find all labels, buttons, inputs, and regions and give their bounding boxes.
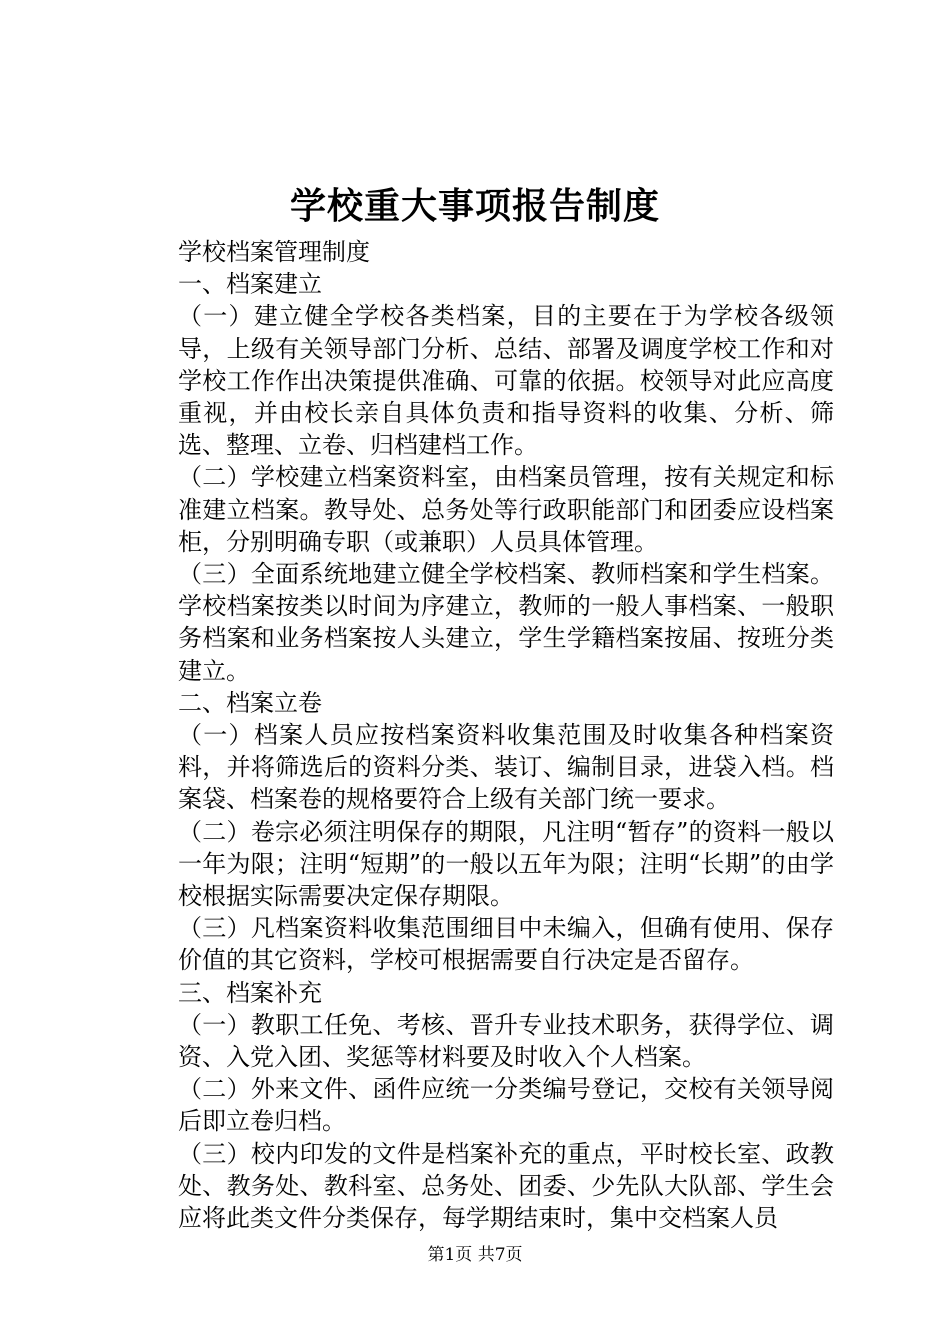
- document-title: 学校重大事项报告制度: [289, 185, 660, 227]
- section3-paragraph-1: （一）教职工任免、考核、晋升专业技术职务，获得学位、调资、入党入团、奖惩等材料要及时收入个人档案。: [178, 1010, 834, 1072]
- section1-paragraph-3: （三）全面系统地建立健全学校档案、教师档案和学生档案。学校档案按类以时间为序建立，教师的一般人事档案、一般职务档案和业务档案按人头建立，学生学籍档案按届、按班分类建立。: [178, 560, 834, 685]
- page-footer: 第1页 共7页: [427, 1245, 523, 1265]
- section1-paragraph-1: （一）建立健全学校各类档案，目的主要在于为学校各级领导，上级有关领导部门分析、总结、部署及调度学校工作和对学校工作作出决策提供准确、可靠的依据。校领导对此应高度重视，并由校长亲自具体负责和指导资料的收集、分析、筛选、整理、立卷、归档建档工作。: [178, 302, 834, 460]
- section3-paragraph-3: （三）校内印发的文件是档案补充的重点，平时校长室、政教处、教务处、教科室、总务处、团委、少先队大队部、学生会应将此类文件分类保存，每学期结束时，集中交档案人员: [178, 1139, 834, 1233]
- section-heading-1: 一、档案建立: [178, 270, 322, 299]
- section1-paragraph-2: （二）学校建立档案资料室，由档案员管理，按有关规定和标准建立档案。教导处、总务处等行政职能部门和团委应设档案柜，分别明确专职（或兼职）人员具体管理。: [178, 463, 834, 556]
- document-subtitle: 学校档案管理制度: [178, 238, 370, 266]
- section2-paragraph-1: （一）档案人员应按档案资料收集范围及时收集各种档案资料，并将筛选后的资料分类、装订、编制目录，进袋入档。档案袋、档案卷的规格要符合上级有关部门统一要求。: [178, 721, 834, 814]
- document-body: [129, 236, 834, 1234]
- section-heading-2: 二、档案立卷: [178, 688, 322, 717]
- section2-paragraph-2: （二）卷宗必须注明保存的期限，凡注明“暂存”的资料一般以一年为限；注明“短期”的一般以五年为限；注明“长期”的由学校根据实际需要决定保存期限。: [178, 817, 834, 911]
- section2-paragraph-3: （三）凡档案资料收集范围细目中未编入，但确有使用、保存价值的其它资料，学校可根据需要自行决定是否留存。: [178, 914, 834, 975]
- section-heading-3: 三、档案补充: [178, 978, 322, 1007]
- section3-paragraph-2: （二）外来文件、函件应统一分类编号登记，交校有关领导阅后即立卷归档。: [178, 1075, 834, 1136]
